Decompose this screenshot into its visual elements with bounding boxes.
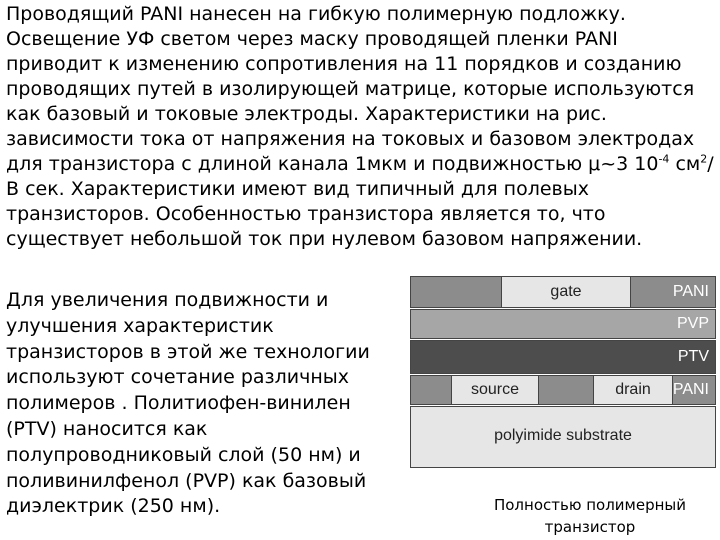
paragraph-1-text: Проводящий PANI нанесен на гибкую полимерную подложку. Освещение УФ светом через маску проводящей пленки PANI приводит к изменению сопротивления на 11 порядков и созданию проводящих путей в изолирующей матрице, которые используются как базовый и токовые электроды. Характеристики на рис. зависимости тока от напряжения на токовых и базовом электродах для транзистора с длиной канала 1мкм и подвижностью μ~3 10 [6, 3, 695, 175]
substrate-label: polyimide substrate [494, 427, 632, 444]
source-electrode [451, 375, 539, 405]
pvp-layer [410, 309, 716, 339]
substrate-layer [410, 406, 716, 468]
caption-line-2: транзистор [544, 518, 636, 536]
pani-top-label: PANI [672, 283, 709, 300]
gate-label: gate [550, 283, 582, 300]
paragraph-1 [6, 2, 718, 252]
drain-electrode [593, 375, 673, 405]
paragraph-1-end: /В сек. Характеристики имеют вид типичный для полевых транзисторов. Особенностью транзистора является то, что существует небольшой ток при нулевом базовом напряжении. [6, 153, 714, 250]
exponent-2: 2 [700, 152, 708, 166]
source-label: source [470, 381, 520, 398]
ptv-label: PTV [677, 348, 709, 365]
ptv-layer [410, 340, 716, 374]
drain-label: drain [615, 381, 651, 398]
pani-bottom-layer [410, 375, 716, 405]
exponent-1: -4 [658, 152, 670, 166]
caption-line-1: Полностью полимерный [493, 496, 687, 514]
paragraph-1-mid: см [669, 153, 701, 175]
transistor-diagram [410, 276, 716, 496]
pvp-label: PVP [676, 315, 709, 332]
paragraph-2: Для увеличения подвижности и улучшения характеристик транзисторов в этой же технологии используют сочетание различных полимеров . Политиофен-винилен (PTV) наносится как полупроводниковый слой (50 нм) и поливинилфенол (PVP) как базовый диэлектрик (250 нм). [6, 289, 370, 518]
figure-caption [470, 494, 710, 538]
gate-electrode [501, 276, 631, 308]
pani-bottom-label: PANI [672, 381, 709, 398]
pani-top-layer [410, 276, 716, 308]
